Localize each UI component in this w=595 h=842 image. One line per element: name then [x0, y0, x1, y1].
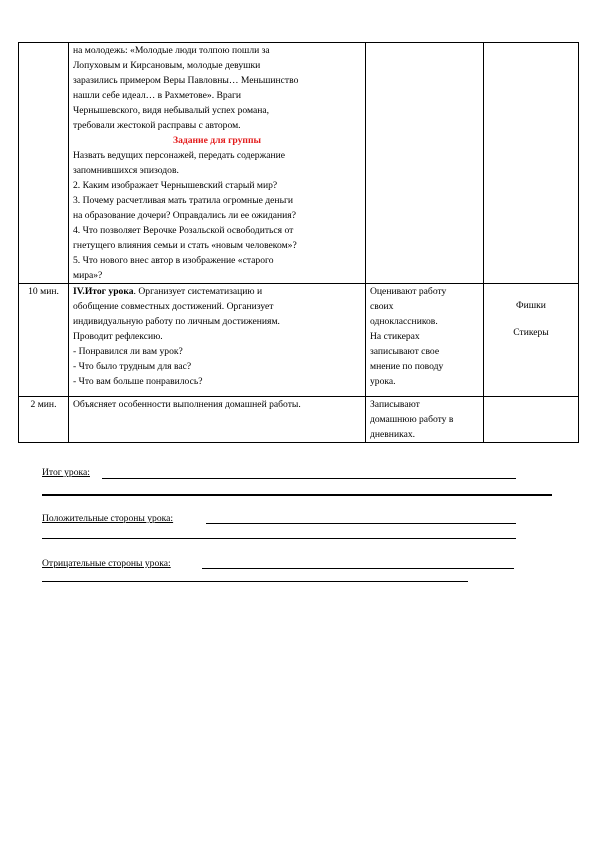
task-line: гнетущего влияния семьи и стать «новым человеком»? — [73, 240, 297, 251]
lesson-result-label: Итог урока: — [42, 467, 90, 478]
text-line: мнение по поводу — [370, 361, 444, 372]
resource-item: Фишки — [516, 300, 546, 311]
text-line: требовали жестокой расправы с автором. — [73, 120, 241, 131]
task-line: мира»? — [73, 270, 103, 281]
stage-heading-rest: . Организует систематизацию и — [133, 286, 263, 297]
student-activity-cell — [366, 43, 484, 284]
text-line: урока. — [370, 376, 396, 387]
time-cell — [19, 43, 69, 284]
text-line: - Что было трудным для вас? — [73, 361, 192, 372]
time-cell: 10 мин. — [19, 284, 69, 397]
task-line: Назвать ведущих персонажей, передать содержание — [73, 150, 285, 161]
task-line: запомнившихся эпизодов. — [73, 165, 179, 176]
negative-underline-2 — [42, 581, 468, 582]
resources-cell — [484, 397, 579, 443]
text-line: одноклассников. — [370, 316, 438, 327]
divider-line — [42, 494, 552, 496]
text-line: домашнюю работу в — [370, 414, 454, 425]
positive-underline — [206, 523, 516, 524]
text-line: Лопуховым и Кирсановым, молодые девушки — [73, 60, 261, 71]
task-line: 5. Что нового внес автор в изображение «старого — [73, 255, 274, 266]
text-line: Оценивают работу — [370, 286, 447, 297]
text-line: своих — [370, 301, 394, 312]
text-line: Записывают — [370, 399, 420, 410]
table-row — [19, 43, 579, 284]
task-line: на образование дочери? Оправдались ли ее ожидания? — [73, 210, 296, 221]
resource-item: Стикеры — [513, 327, 549, 338]
task-title: Задание для группы — [173, 135, 261, 146]
text-line: Проводит рефлексию. — [73, 331, 163, 342]
stage-heading-line — [73, 284, 361, 299]
text-line: на молодежь: «Молодые люди толпою пошли за — [73, 45, 270, 56]
positive-underline-2 — [42, 538, 516, 539]
text-line: нашли себе идеал… в Рахметове». Враги — [73, 90, 242, 101]
text-line: - Понравился ли вам урок? — [73, 346, 183, 357]
task-line: 2. Каким изображает Чернышевский старый мир? — [73, 180, 278, 191]
resources-cell — [484, 284, 579, 397]
table-row — [19, 397, 579, 443]
task-line: 4. Что позволяет Верочке Розальской освободиться от — [73, 225, 294, 236]
student-activity-cell — [366, 284, 484, 397]
text-line: - Что вам больше понравилось? — [73, 376, 203, 387]
stage-heading: IV.Итог урока — [73, 286, 134, 297]
teacher-activity-cell — [69, 43, 366, 284]
task-line: 3. Почему расчетливая мать тратила огромные деньги — [73, 195, 294, 206]
text-line: заразились примером Веры Павловны… Меньшинство — [73, 75, 299, 86]
negative-underline — [202, 568, 514, 569]
negative-aspects-label: Отрицательные стороны урока: — [42, 558, 171, 569]
text-line: индивидуальную работу по личным достижениям. — [73, 316, 280, 327]
text-line: записывают свое — [370, 346, 440, 357]
result-underline — [102, 478, 516, 479]
positive-aspects-label: Положительные стороны урока: — [42, 513, 174, 524]
text-line: обобщение совместных достижений. Организует — [73, 301, 274, 312]
teacher-activity-cell — [69, 284, 366, 397]
teacher-activity-cell: Объясняет особенности выполнения домашней работы. — [69, 397, 366, 443]
resources-cell — [484, 43, 579, 284]
table-row — [19, 284, 579, 397]
text-line: На стикерах — [370, 331, 420, 342]
lesson-plan-table — [18, 42, 579, 443]
time-cell: 2 мин. — [19, 397, 69, 443]
student-activity-cell — [366, 397, 484, 443]
text-line: Чернышевского, видя небывалый успех романа, — [73, 105, 270, 116]
text-line: дневниках. — [370, 429, 416, 440]
